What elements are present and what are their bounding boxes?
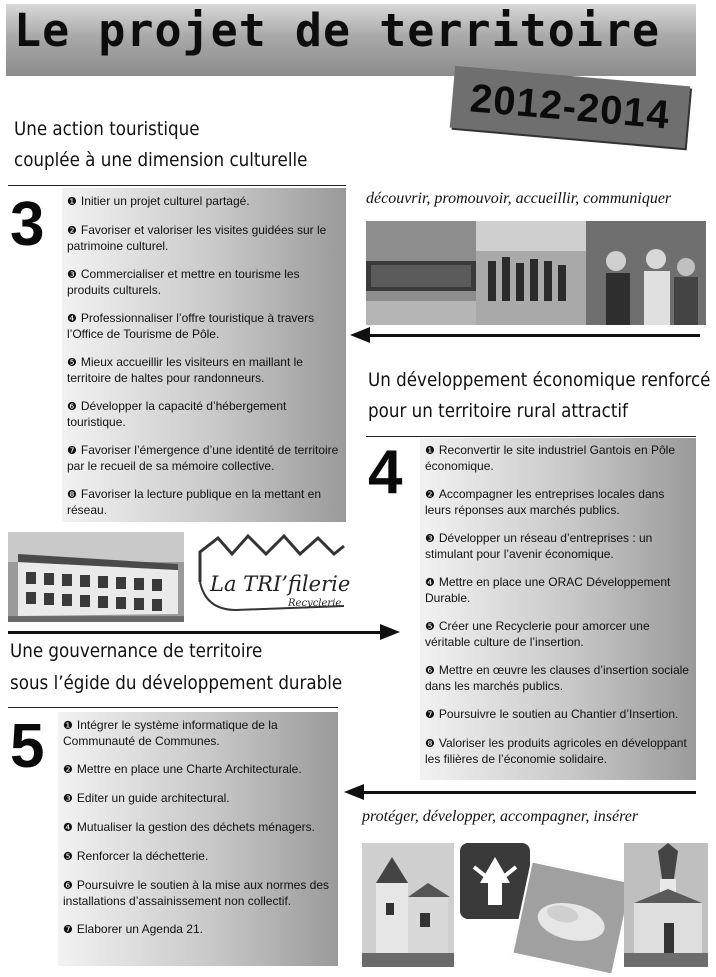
arrow-left-icon bbox=[344, 784, 364, 800]
list-text: Mettre en place une ORAC Développement Durable. bbox=[425, 575, 671, 605]
list-bullet: ❹ bbox=[425, 577, 435, 589]
section4-panel bbox=[420, 438, 696, 780]
list-bullet: ❶ bbox=[67, 196, 77, 208]
section5-heading-line2: sous l’égide du développement durable bbox=[10, 672, 343, 694]
chapel-photo bbox=[362, 843, 454, 967]
recycle-arrows-icon bbox=[460, 843, 530, 919]
years-label: 2012-2014 bbox=[468, 76, 672, 138]
section3-number: 3 bbox=[10, 190, 45, 259]
list-item bbox=[67, 267, 340, 298]
list-bullet: ❷ bbox=[63, 764, 73, 776]
list-text: Initier un projet culturel partagé. bbox=[80, 194, 250, 208]
list-text: Favoriser l’émergence d’une identité de territoire par le recueil de sa mémoire collective. bbox=[67, 443, 339, 473]
list-item bbox=[67, 311, 340, 342]
list-bullet: ❼ bbox=[425, 709, 435, 721]
list-text: Editer un guide architectural. bbox=[76, 791, 230, 805]
list-item bbox=[67, 223, 340, 254]
list-text: Développer la capacité d’hébergement touristique. bbox=[67, 399, 287, 429]
list-text: Favoriser la lecture publique en la mettant en réseau. bbox=[67, 487, 322, 517]
list-bullet: ❹ bbox=[63, 822, 73, 834]
section4-divider bbox=[366, 436, 696, 437]
list-item bbox=[425, 487, 690, 518]
list-item bbox=[425, 736, 690, 767]
list-bullet: ❺ bbox=[63, 851, 73, 863]
list-bullet: ❼ bbox=[63, 924, 73, 936]
section4-heading-line2: pour un territoire rural attractif bbox=[368, 400, 628, 422]
page-title: Le projet de territoire bbox=[14, 4, 661, 57]
section5-list bbox=[58, 712, 338, 938]
list-bullet: ❷ bbox=[67, 225, 77, 237]
list-item bbox=[425, 663, 690, 694]
list-text: Mieux accueillir les visiteurs en maillant le territoire de haltes pour randonneurs. bbox=[67, 355, 303, 385]
years-badge bbox=[450, 66, 691, 148]
chapel-image bbox=[362, 843, 454, 967]
list-item bbox=[67, 194, 340, 210]
list-text: Accompagner les entreprises locales dans leurs réponses aux marchés publics. bbox=[425, 487, 665, 517]
section5-number: 5 bbox=[10, 712, 45, 781]
list-text: Poursuivre le soutien à la mise aux normes des installations d’assainissement non collectif. bbox=[63, 878, 329, 908]
section5-panel bbox=[58, 712, 338, 966]
list-bullet: ❽ bbox=[67, 489, 77, 501]
list-item bbox=[425, 531, 690, 562]
list-text: Elaborer un Agenda 21. bbox=[76, 922, 203, 936]
arrow-right-icon bbox=[380, 624, 400, 640]
list-item bbox=[63, 762, 332, 778]
church-image bbox=[624, 843, 708, 967]
list-item bbox=[63, 922, 332, 938]
list-item bbox=[425, 707, 690, 723]
list-item bbox=[67, 487, 340, 518]
list-text: Poursuivre le soutien au Chantier d’Insertion. bbox=[438, 707, 679, 721]
list-text: Commercialiser et mettre en tourisme les produits culturels. bbox=[67, 267, 300, 297]
list-bullet: ❺ bbox=[425, 621, 435, 633]
hands-image bbox=[514, 863, 631, 974]
list-bullet: ❻ bbox=[63, 880, 73, 892]
section4-heading-line1: Un développement économique renforcé bbox=[368, 369, 711, 391]
list-bullet: ❻ bbox=[67, 401, 77, 413]
list-bullet: ❸ bbox=[63, 793, 73, 805]
list-bullet: ❹ bbox=[67, 313, 77, 325]
list-text: Mettre en œuvre les clauses d’insertion sociale dans les marchés publics. bbox=[425, 663, 689, 693]
list-text: Favoriser et valoriser les visites guidées sur le patrimoine culturel. bbox=[67, 223, 327, 253]
list-text: Renforcer la déchetterie. bbox=[76, 849, 209, 863]
list-item bbox=[425, 619, 690, 650]
list-text: Mettre en place une Charte Architecturale. bbox=[76, 762, 302, 776]
building-image bbox=[8, 532, 184, 622]
hands-photo bbox=[511, 860, 633, 976]
section3-heading-line2: couplée à une dimension culturelle bbox=[14, 149, 308, 171]
section4-number: 4 bbox=[368, 438, 403, 507]
industrial-building-photo bbox=[8, 532, 184, 622]
recycling-logo bbox=[460, 843, 530, 919]
list-bullet: ❼ bbox=[67, 445, 77, 457]
list-bullet: ❽ bbox=[425, 738, 435, 750]
list-item bbox=[67, 399, 340, 430]
section3-heading-line1: Une action touristique bbox=[14, 118, 200, 140]
arrow-left-icon bbox=[350, 327, 370, 343]
list-bullet: ❻ bbox=[425, 665, 435, 677]
list-item bbox=[63, 849, 332, 865]
list-item bbox=[63, 878, 332, 909]
list-text: Créer une Recyclerie pour amorcer une véritable culture de l’insertion. bbox=[425, 619, 650, 649]
arrow-line bbox=[362, 791, 696, 794]
section5-divider bbox=[8, 707, 338, 708]
section5-heading-line1: Une gouvernance de territoire bbox=[10, 640, 263, 662]
church-photo bbox=[624, 843, 708, 967]
section5-caption: protéger, développer, accompagner, insérer bbox=[362, 808, 639, 825]
list-text: Mutualiser la gestion des déchets ménagers. bbox=[76, 820, 316, 834]
list-bullet: ❸ bbox=[67, 269, 77, 281]
tourism-photo-image bbox=[366, 221, 706, 325]
section3-list bbox=[62, 188, 346, 518]
list-item bbox=[63, 718, 332, 749]
list-item bbox=[63, 820, 332, 836]
arrow-line bbox=[368, 334, 700, 337]
list-item bbox=[67, 443, 340, 474]
list-item bbox=[67, 355, 340, 386]
list-text: Intégrer le système informatique de la Communauté de Communes. bbox=[63, 718, 278, 748]
section3-panel bbox=[62, 188, 346, 522]
list-bullet: ❷ bbox=[425, 489, 435, 501]
list-text: Professionnaliser l’offre touristique à travers l’Office de Tourisme de Pôle. bbox=[67, 311, 315, 341]
list-text: Reconvertir le site industriel Gantois en Pôle économique. bbox=[425, 443, 675, 473]
section3-divider bbox=[8, 185, 346, 186]
section3-caption: découvrir, promouvoir, accueillir, communiquer bbox=[366, 190, 672, 207]
list-bullet: ❶ bbox=[63, 720, 73, 732]
list-item bbox=[63, 791, 332, 807]
section4-list bbox=[420, 438, 696, 767]
list-text: Valoriser les produits agricoles en développant les filières de l’économie solidaire. bbox=[425, 736, 687, 766]
list-bullet: ❸ bbox=[425, 533, 435, 545]
logo-sub-text: Recyclerie bbox=[288, 598, 342, 609]
tourism-photo-collage bbox=[366, 221, 706, 325]
list-text: Développer un réseau d’entreprises : un stimulant pour l’avenir économique. bbox=[425, 531, 653, 561]
list-item bbox=[425, 443, 690, 474]
trifilerie-logo bbox=[196, 532, 351, 620]
list-bullet: ❺ bbox=[67, 357, 77, 369]
list-bullet: ❶ bbox=[425, 445, 435, 457]
list-item bbox=[425, 575, 690, 606]
logo-main-text: La TRI’filerie bbox=[210, 572, 351, 596]
